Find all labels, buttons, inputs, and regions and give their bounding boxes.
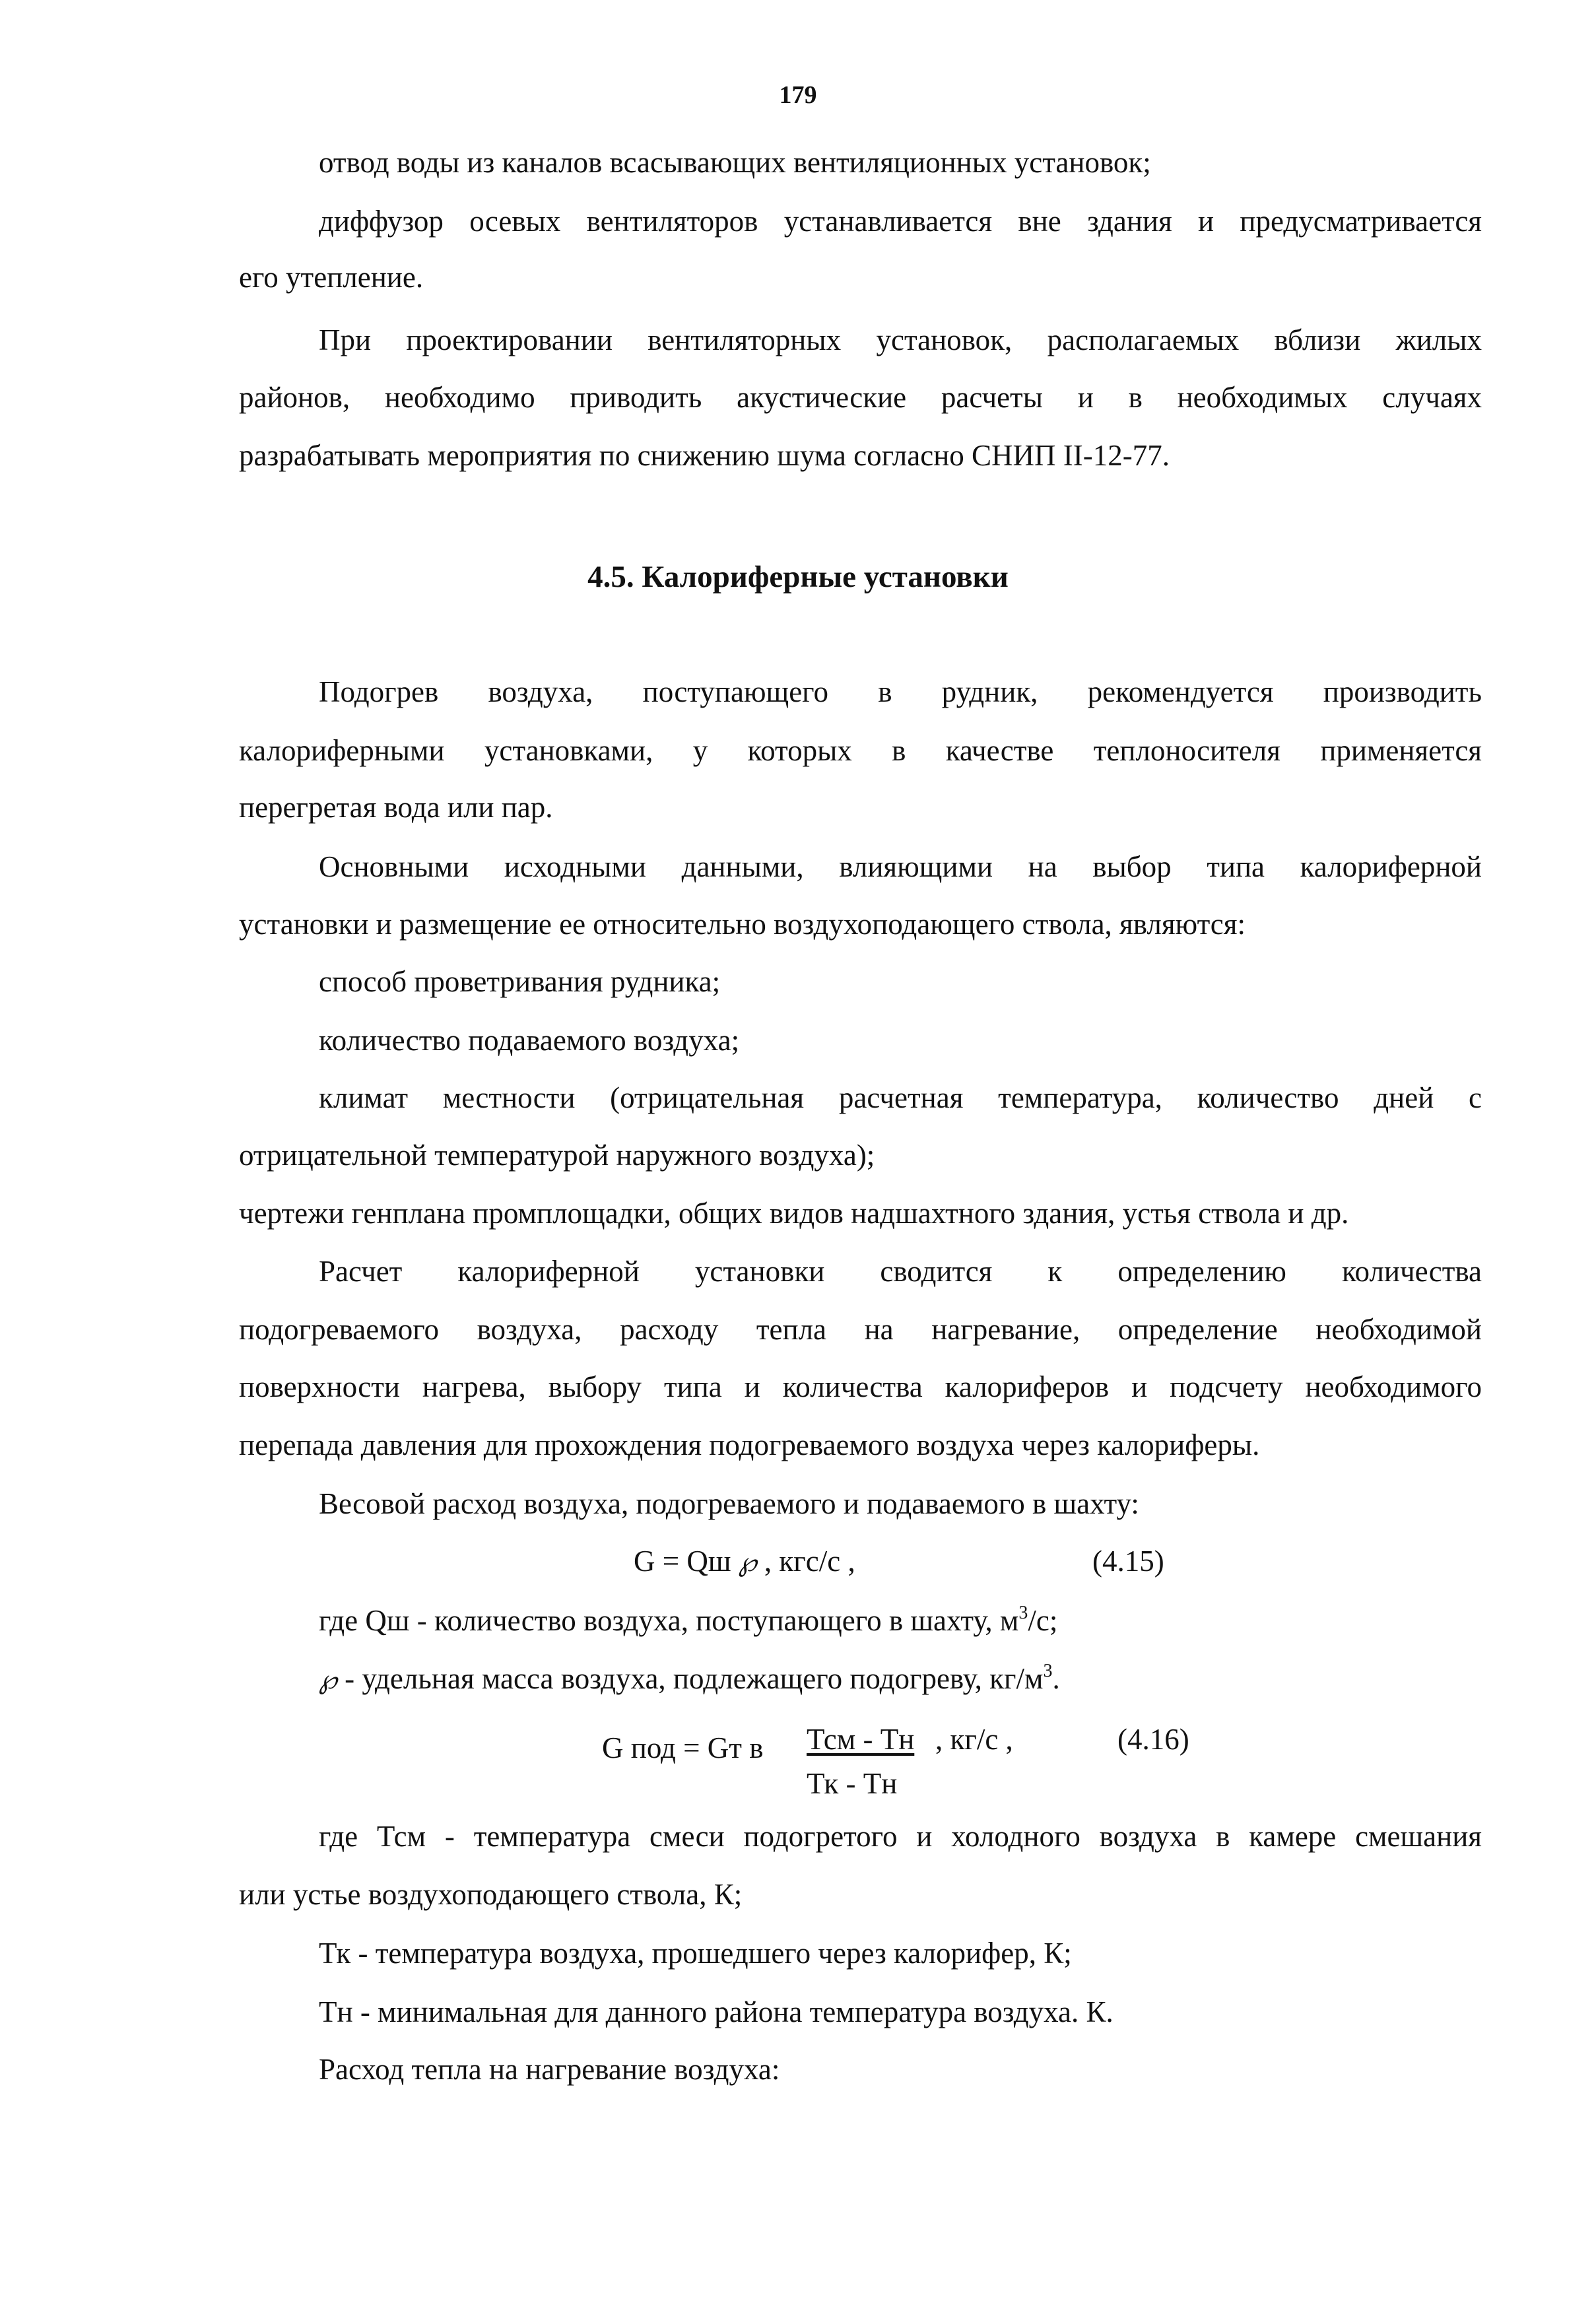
definition-text: - удельная масса воздуха, подлежащего подогреву, кг/м bbox=[337, 1662, 1044, 1695]
text-line: перегретая вода или пар. bbox=[239, 791, 553, 824]
text-line: отвод воды из каналов всасывающих вентиляционных установок; bbox=[319, 146, 1151, 179]
text-line: Тн - минимальная для данного района температура воздуха. К. bbox=[319, 1995, 1114, 2028]
text-line: Подогрев воздуха, поступающего в рудник, рекомендуется производить bbox=[319, 675, 1482, 708]
text-line: установки и размещение ее относительно воздухоподающего ствола, являются: bbox=[239, 908, 1246, 941]
text-line: При проектировании вентиляторных установок, располагаемых вблизи жилых bbox=[319, 323, 1482, 356]
page-number: 179 bbox=[779, 81, 817, 109]
fraction-denominator: Тк - Тн bbox=[807, 1767, 898, 1800]
superscript: 3 bbox=[1043, 1661, 1053, 1681]
definition-suffix: . bbox=[1052, 1662, 1060, 1695]
text-line: диффузор осевых вентиляторов устанавливается вне здания и предусматривается bbox=[319, 205, 1482, 238]
formula-lhs: G под = Gт в bbox=[602, 1731, 764, 1764]
text-line: Расчет калориферной установки сводится к определению количества bbox=[319, 1255, 1482, 1288]
text-line: поверхности нагрева, выбору типа и количества калориферов и подсчету необходимого bbox=[239, 1370, 1482, 1403]
superscript: 3 bbox=[1018, 1603, 1028, 1623]
text-line: разрабатывать мероприятия по снижению шума согласно СНИП II-12-77. bbox=[239, 439, 1170, 472]
fraction-numerator: Тсм - Тн bbox=[807, 1723, 915, 1756]
text-line: районов, необходимо приводить акустические расчеты и в необходимых случаях bbox=[239, 381, 1482, 414]
text-line: перепада давления для прохождения подогреваемого воздуха через калориферы. bbox=[239, 1428, 1260, 1461]
text-line: Основными исходными данными, влияющими на выбор типа калориферной bbox=[319, 850, 1482, 883]
text-line: Тк - температура воздуха, прошедшего через калорифер, К; bbox=[319, 1937, 1072, 1970]
text-line: отрицательной температурой наружного воздуха); bbox=[239, 1139, 875, 1172]
rho-symbol: ℘ bbox=[319, 1665, 337, 1695]
definition-line bbox=[319, 1659, 1060, 1700]
formula-units: , кг/с , bbox=[935, 1723, 1013, 1756]
text-line: климат местности (отрицательная расчетная температура, количество дней с bbox=[319, 1081, 1482, 1114]
section-heading: 4.5. Калориферные установки bbox=[587, 560, 1009, 594]
text-line: чертежи генплана промплощадки, общих видов надшахтного здания, устья ствола и др. bbox=[239, 1197, 1349, 1230]
text-line: способ проветривания рудника; bbox=[319, 965, 721, 998]
text-line: количество подаваемого воздуха; bbox=[319, 1024, 740, 1057]
text-line: его утепление. bbox=[239, 261, 424, 294]
formula-lhs: G = Qш bbox=[634, 1545, 731, 1578]
text-line: или устье воздухоподающего ствола, К; bbox=[239, 1878, 743, 1911]
definition-text: где Qш - количество воздуха, поступающего в шахту, м bbox=[319, 1604, 1019, 1637]
formula-number: (4.16) bbox=[1117, 1723, 1189, 1756]
formula-4-15 bbox=[634, 1541, 855, 1582]
text-line: где Тсм - температура смеси подогретого и холодного воздуха в камере смешания bbox=[319, 1820, 1482, 1853]
text-line: калориферными установками, у которых в качестве теплоносителя применяется bbox=[239, 734, 1482, 767]
text-line: подогреваемого воздуха, расходу тепла на нагревание, определение необходимой bbox=[239, 1313, 1482, 1346]
definition-suffix: /с; bbox=[1028, 1604, 1058, 1637]
text-line: Весовой расход воздуха, подогреваемого и подаваемого в шахту: bbox=[319, 1487, 1139, 1520]
rho-symbol: ℘ bbox=[738, 1547, 757, 1578]
formula-units: , кгс/с , bbox=[764, 1545, 855, 1578]
text-line: Расход тепла на нагревание воздуха: bbox=[319, 2053, 780, 2086]
definition-line bbox=[319, 1601, 1057, 1640]
formula-number: (4.15) bbox=[1092, 1545, 1164, 1578]
